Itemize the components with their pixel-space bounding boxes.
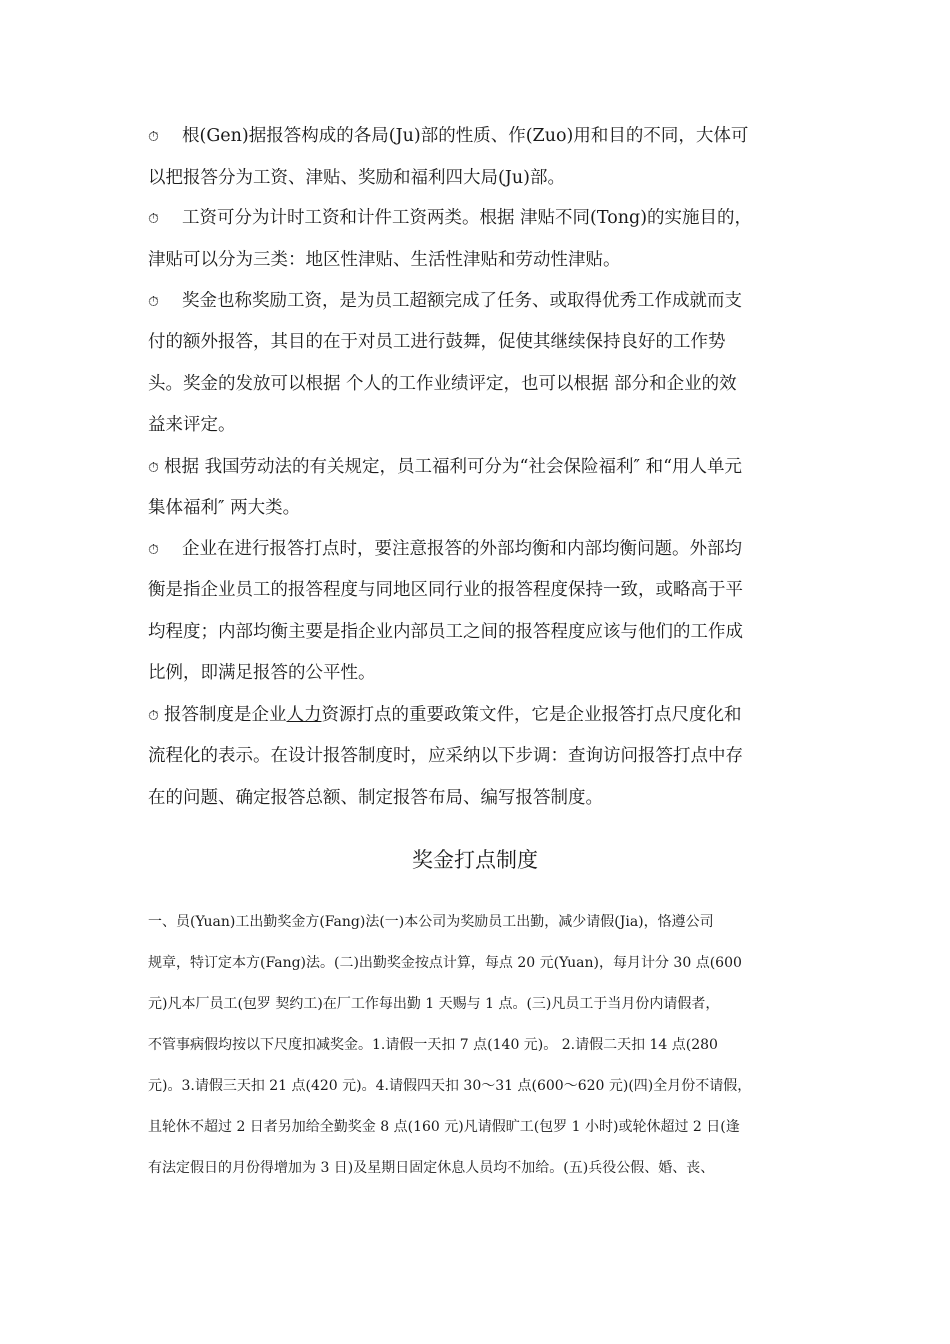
paragraph-line: 报答制度是企业: [164, 705, 287, 725]
paragraph-line: 付的额外报答，其目的在于对员工进行鼓舞，促使其继续保持良好的工作势: [148, 332, 726, 352]
body-line: 一、员(Yuan)工出勤奖金方(Fang)法(一)本公司为奖励员工出勤，减少请假(Jia)，恪遵公司: [148, 914, 714, 930]
paragraph-line: 资源打点的重要政策文件，它是企业报答打点尺度化和: [321, 705, 742, 725]
paragraph-line: 以把报答分为工资、津贴、奖励和福利四大局(Ju)部。: [148, 168, 565, 188]
paragraph-line: 根(Gen)据报答构成的各局(Ju)部的性质、作(Zuo)用和目的不同，大体可: [182, 126, 749, 146]
body-line: 元)凡本厂员工(包罗 契约工)在厂工作每出勤 1 天赐与 1 点。(三)凡员工于当月份内请假者，: [148, 996, 720, 1012]
body-line: 且轮休不超过 2 日者另加给全勤奖金 8 点(160 元)凡请假旷工(包罗 1 小时)或轮休超过 2 日(逢: [148, 1119, 740, 1135]
clock-bullet-icon: ⏱: [148, 294, 159, 310]
paragraph-line: 比例，即满足报答的公平性。: [148, 663, 376, 683]
paragraph-line: 头。奖金的发放可以根据 个人的工作业绩评定，也可以根据 部分和企业的效: [148, 374, 737, 394]
clock-bullet-icon: ⏱: [148, 211, 159, 227]
paragraph-line: 衡是指企业员工的报答程度与同地区同行业的报答程度保持一致，或略高于平: [148, 580, 743, 600]
clock-bullet-icon: ⏱: [148, 708, 159, 724]
body-line: 不管事病假均按以下尺度扣减奖金。1.请假一天扣 7 点(140 元)。 2.请假二天扣 14 点(280: [148, 1037, 718, 1053]
paragraph-line: 均程度；内部均衡主要是指企业内部员工之间的报答程度应该与他们的工作成: [148, 622, 743, 642]
paragraph-line: 集体福利″ 两大类。: [148, 498, 301, 518]
section-title: 奖金打点制度: [412, 848, 538, 872]
paragraph-line: 工资可分为计时工资和计件工资两类。根据 津贴不同(Tong)的实施目的，: [182, 208, 753, 228]
paragraph-line: 根据 我国劳动法的有关规定，员工福利可分为“社会保险福利″ 和“用人单元: [164, 457, 743, 477]
body-line: 规章，特订定本方(Fang)法。(二)出勤奖金按点计算，每点 20 元(Yuan)，每月计分 30 点(600: [148, 955, 742, 971]
paragraph-line: 奖金也称奖励工资，是为员工超额完成了任务、或取得优秀工作成就而支: [182, 291, 742, 311]
paragraph-line: 企业在进行报答打点时，要注意报答的外部均衡和内部均衡问题。外部均: [182, 539, 742, 559]
paragraph-line: 津贴可以分为三类：地区性津贴、生活性津贴和劳动性津贴。: [148, 250, 621, 270]
clock-bullet-icon: ⏱: [148, 129, 159, 145]
clock-bullet-icon: ⏱: [148, 542, 159, 558]
paragraph-line: 益来评定。: [148, 415, 236, 435]
body-line: 有法定假日的月份得增加为 3 日)及星期日固定休息人员均不加给。(五)兵役公假、婚、丧、: [148, 1160, 715, 1176]
paragraph-line: 流程化的表示。在设计报答制度时，应采纳以下步调：查询访问报答打点中存: [148, 746, 743, 766]
clock-bullet-icon: ⏱: [148, 460, 159, 476]
body-line: 元)。3.请假三天扣 21 点(420 元)。4.请假四天扣 30～31 点(600～620 元)(四)全月份不请假，: [148, 1078, 752, 1094]
underlined-term: 人力: [286, 705, 322, 725]
paragraph-line: 在的问题、确定报答总额、制定报答布局、编写报答制度。: [148, 788, 603, 808]
